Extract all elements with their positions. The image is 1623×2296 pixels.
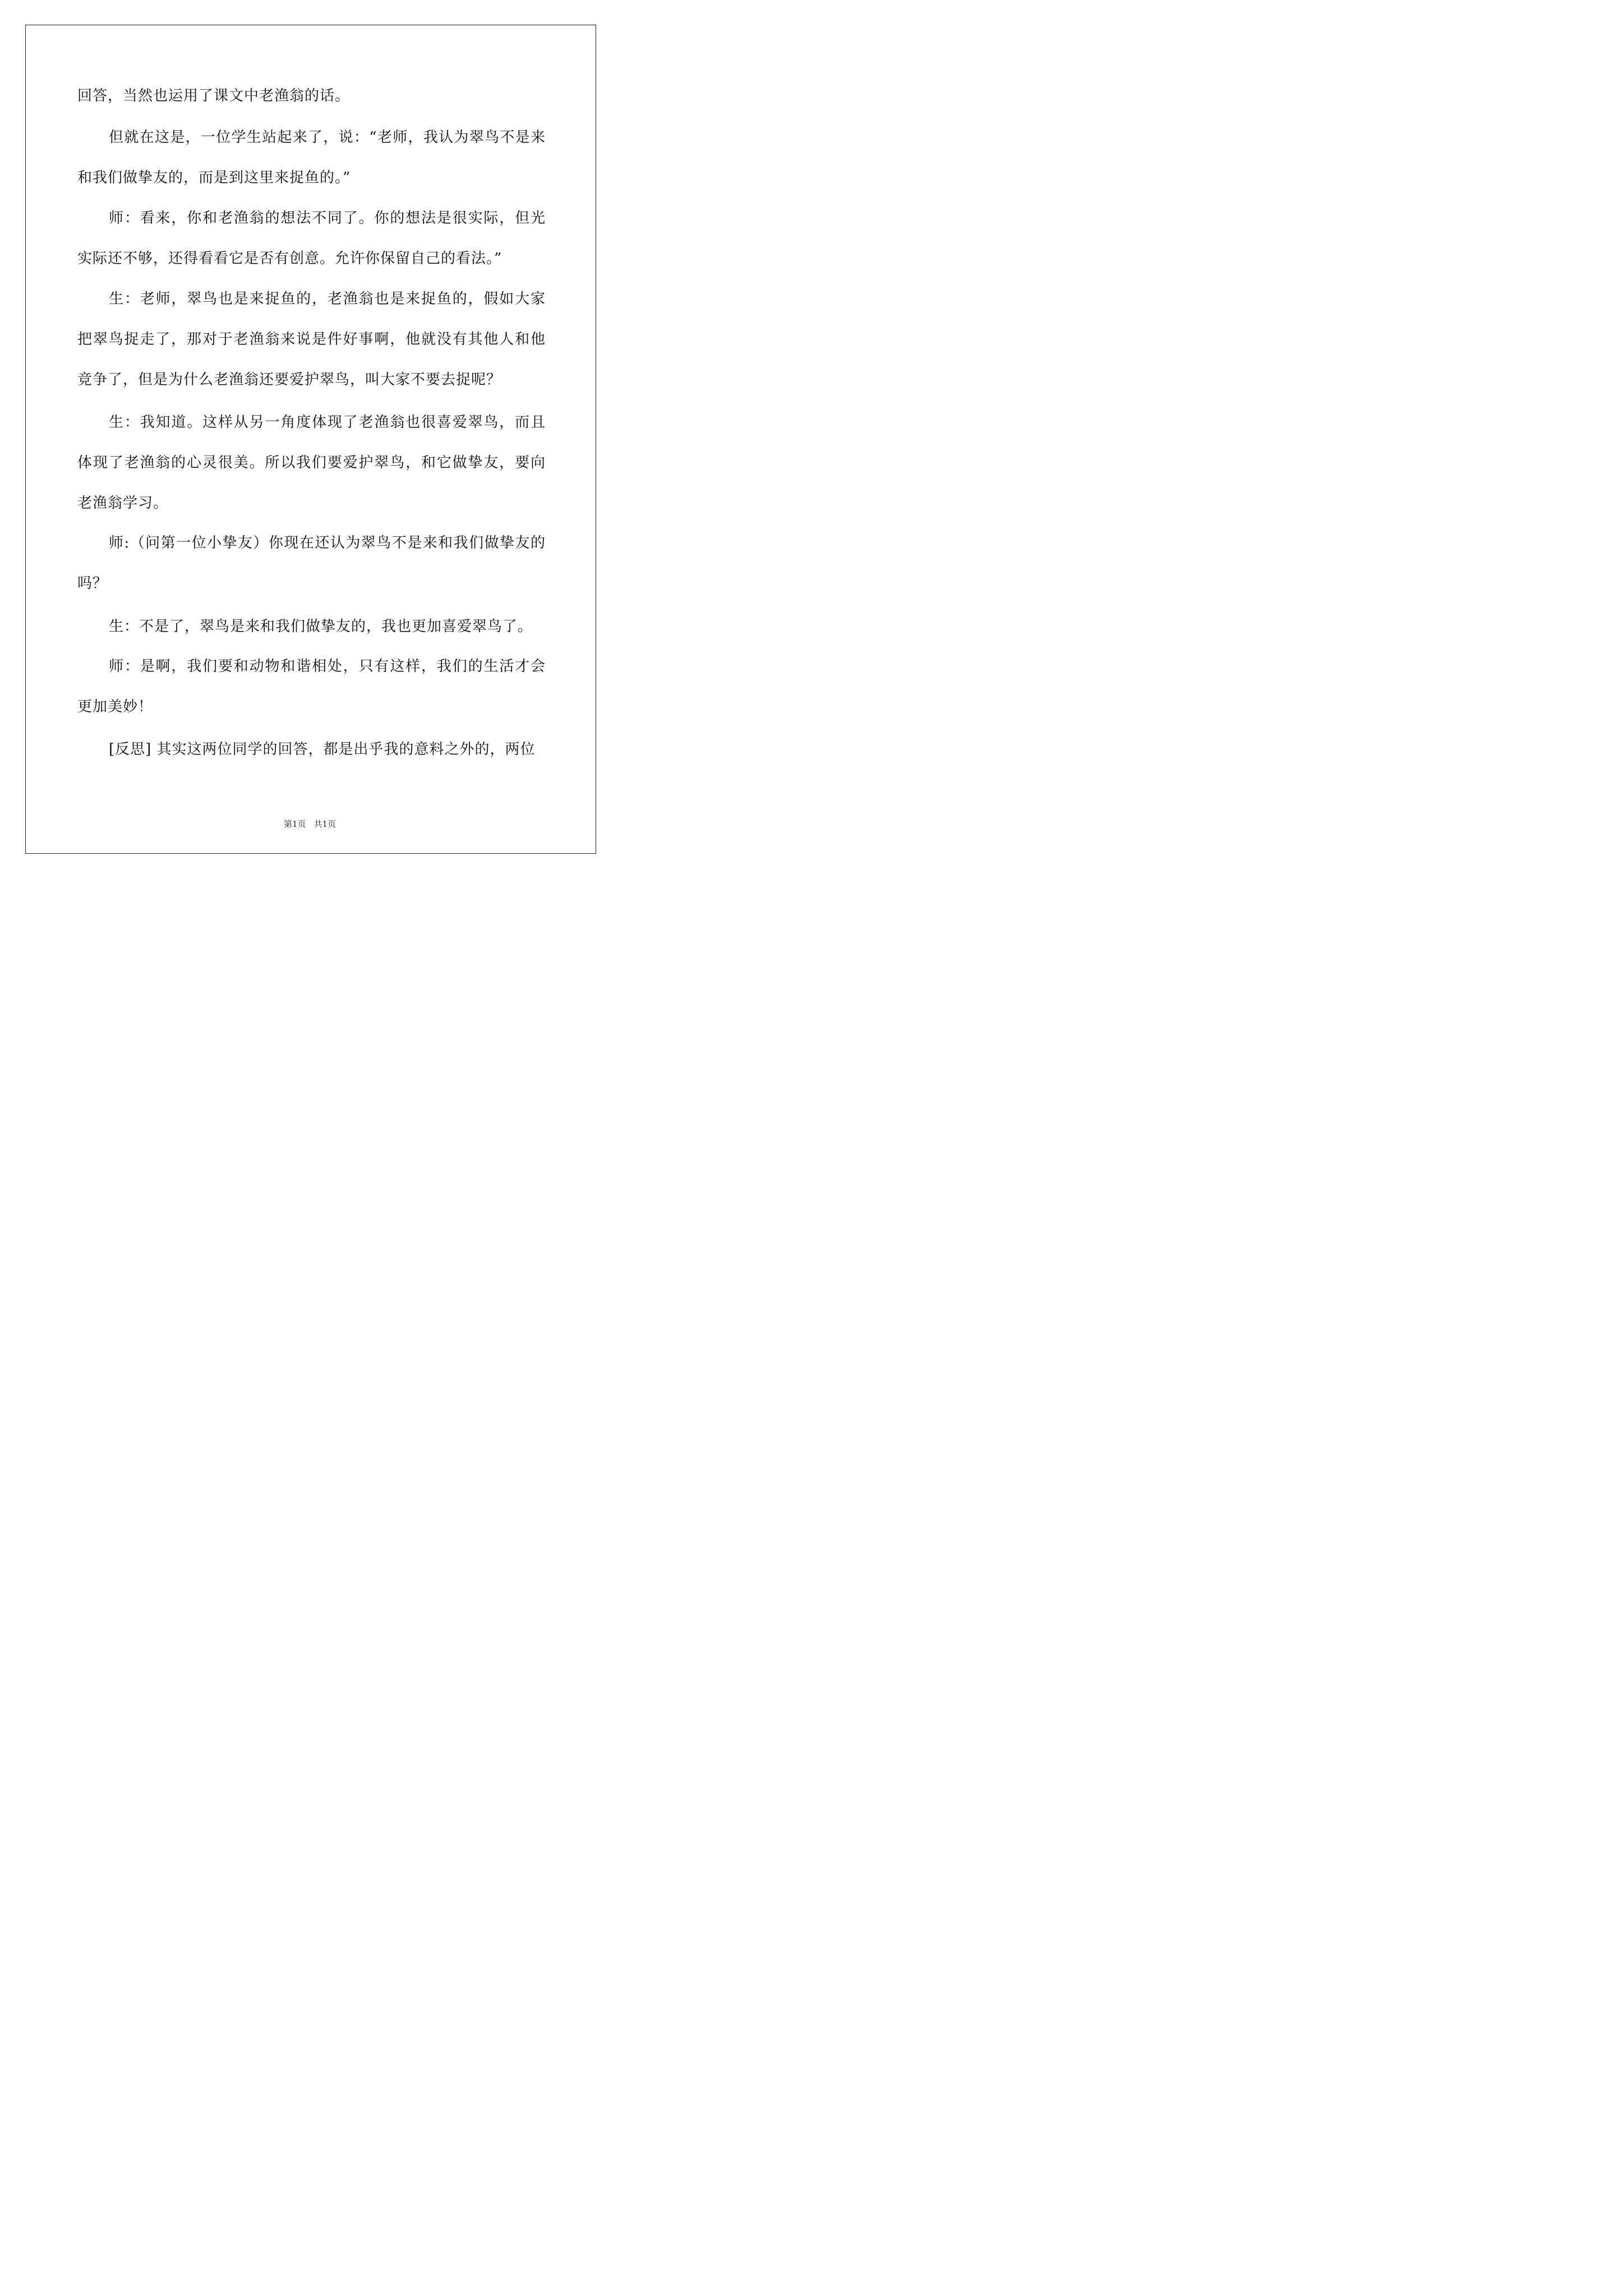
paragraph-9: [反思] 其实这两位同学的回答，都是出乎我的意料之外的，两位 <box>109 741 536 758</box>
paragraph-8: 师：是啊，我们要和动物和谐相处，只有这样，我们的生活才会更加美妙！ <box>77 658 546 715</box>
page-footer <box>0 818 620 830</box>
paragraph-7: 生：不是了，翠鸟是来和我们做挚友的，我也更加喜爱翠鸟了。 <box>109 618 533 635</box>
paragraph-1: 回答，当然也运用了课文中老渔翁的话。 <box>77 88 351 104</box>
paragraph-4: 生：老师，翠鸟也是来捉鱼的，老渔翁也是来捉鱼的，假如大家把翠鸟捉走了，那对于老渔翁来说是件好事啊，他就没有其他人和他竞争了，但是为什么老渔翁还要爱护翠鸟，叫大家不要去捉呢？ <box>77 291 546 388</box>
paragraph-6: 师:（问第一位小挚友）你现在还认为翠鸟不是来和我们做挚友的吗？ <box>77 535 546 592</box>
paragraph-2: 但就在这是，一位学生站起来了，说：“老师，我认为翠鸟不是来和我们做挚友的，而是到这里来捉鱼的。” <box>77 129 546 186</box>
page-total: 共1页 <box>313 819 336 829</box>
paragraph-3: 师：看来，你和老渔翁的想法不同了。你的想法是很实际，但光实际还不够，还得看看它是否有创意。允许你保留自己的看法。” <box>77 210 546 267</box>
page-number: 第1页 <box>283 819 306 829</box>
paragraph-5: 生：我知道。这样从另一角度体现了老渔翁也很喜爱翠鸟，而且体现了老渔翁的心灵很美。所以我们要爱护翠鸟，和它做挚友，要向老渔翁学习。 <box>77 414 546 512</box>
